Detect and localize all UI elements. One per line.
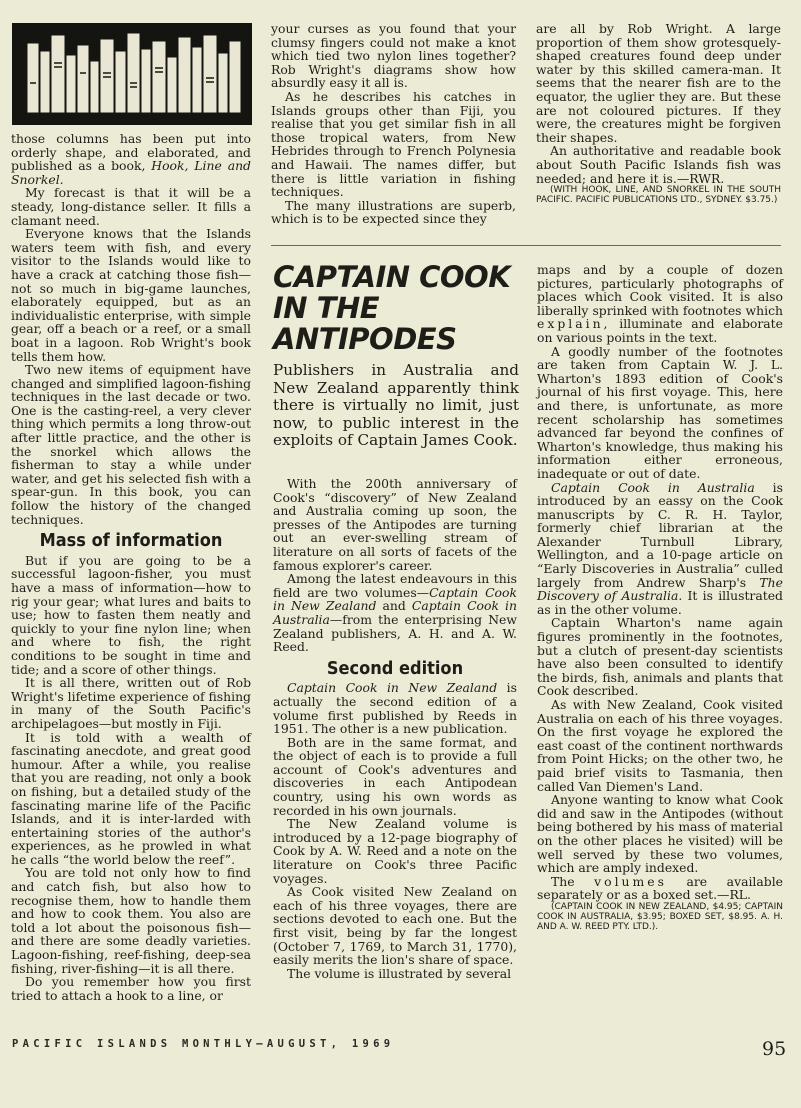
headline-line: IN THE	[273, 291, 380, 325]
article-headline	[273, 262, 523, 355]
paragraph: A goodly number of the footnotes are taken from Captain W. J. L. Wharton's 1893 edition of Cook's journal of his first voyage. This, here and there, is unfortunate, as more recent scholarship has sometimes advanced far beyond the confines of Wharton's knowledge, thus making his information either erroneous, inadequate or out of date.	[537, 343, 783, 481]
book-title: Captain Cook in Australia	[551, 479, 755, 495]
headline-line: ANTIPODES	[273, 322, 457, 356]
review-column-2	[271, 22, 516, 226]
article-column-2	[537, 263, 783, 932]
paragraph: With the 200th anniversary of Cook's “discovery” of New Zealand and Australia coming up soon, the presses of the Antipodes are turning out an ever-swelling stream of literature on all sorts of facets of the famous explorer's career.	[273, 476, 517, 573]
paragraph: You are told not only how to find and catch fish, but also how to recognise them, how to handle them and how to cook them. You also are told a lot about the poisonous fish—and there are some deadly varieties. Lagoon-fishing, reef-fishing, deep-sea fishing, river-fishing—it is all there.	[11, 865, 251, 976]
paragraph: The volume is illustrated by several	[287, 965, 512, 981]
paragraph: As with New Zealand, Cook visited Australia on each of his three voyages. On the first voyage he explored the east coast of the continent northwards from Point Hicks; on the other two, he paid brief visits to Tasmania, then called Van Diemen's Land.	[537, 697, 783, 794]
section-divider	[271, 245, 781, 246]
bookshelf-illustration	[12, 23, 252, 125]
subheading-mass-of-information: Mass of information	[39, 530, 223, 552]
paragraph: Two new items of equipment have changed and simplified lagoon-fishing techniques in the last decade or two. One is the casting-reel, a very clever thing which permits a long throw-out after little practice, and the other is the snorkel which allows the fisherman to stay a while under water, and get his selected fish with a spear-gun. In this book, you can follow the history of the changed techniques.	[11, 362, 251, 527]
paragraph: The New Zealand volume is introduced by a 12-page biography of Cook by A. W. Reed and a note on the literature on Cook's three Pacific voyages.	[273, 816, 517, 886]
book-title: The Discovery of Australia.	[537, 574, 783, 604]
paragraph: Among the latest endeavours in this field are two volumes—Captain Cook in New Zealand and Captain Cook in Australia—from the enterprising New Zealand publishers, A. H. and A. W. Reed.	[273, 571, 517, 655]
article-column-1	[273, 477, 517, 980]
book-title: Hook, Line and Snorkel.	[11, 158, 251, 187]
paragraph: Anyone wanting to know what Cook did and saw in the Antipodes (without being bothered by his mass of material on the other places he visited) will be well served by these two volumes, which are amply indexed.	[537, 792, 783, 876]
paragraph: Everyone knows that the Islands waters teem with fish, and every visitor to the Islands would like to have a crack at catching those fish—not so much in big-game launches, elaborately equipped, but as an individualistic enterprise, with simple gear, off a beach or a reef, or a small boat in a lagoon. Rob Wright's book tells them how.	[11, 226, 251, 364]
paragraph: Captain Wharton's name again figures prominently in the footnotes, but a clutch of present-day scientists have also been consulted to identify the birds, fish, animals and plants that Cook described.	[537, 615, 783, 699]
paragraph: It is all there, written out of Rob Wright's lifetime experience of fishing in many of the South Pacific's archipelagoes—but mostly in Fiji.	[11, 675, 251, 731]
paragraph: It is told with a wealth of fascinating anecdote, and great good humour. After a while, you realise that you are reading, not only a book on fishing, but a detailed study of the fascinating marine life of the Pacific Islands, and it is inter-larded with entertaining stories of the author's experiences, as he prowled in what he calls “the world below the reef”.	[11, 729, 251, 867]
page-footer: PACIFIC ISLANDS MONTHLY—AUGUST, 1969	[12, 1038, 395, 1050]
paragraph: As Cook visited New Zealand on each of his three voyages, there are sections devoted to each one. But the first visit, being by far the longest (October 7, 1769, to March 31, 1770), easily merits the lion's share of space.	[273, 884, 517, 968]
review-column-3	[536, 22, 781, 205]
paragraph: But if you are going to be a successful lagoon-fisher, you must have a mass of information—how to rig your gear; what lures and baits to use; how to fasten them neatly and quickly to your fine nylon line; when and where to fish, the right conditions to be sought in time and tide; and a score of other things.	[11, 552, 251, 677]
paragraph: are all by Rob Wright. A large proportion of them show grotesquely-shaped creatures found deep under water by this skilled camera-man. It seems that the nearer fish are to the equator, the uglier they are. But these are not coloured pictures. If they were, the creatures might be forgiven their shapes.	[536, 21, 781, 145]
book-credit: (CAPTAIN COOK IN NEW ZEALAND, $4.95; CAPTAIN COOK IN AUSTRALIA, $3.95; BOXED SET, $8.95. A. H. AND A. W. REED PTY. LTD.).	[537, 901, 783, 932]
book-title: Captain Cook in New Zealand	[273, 584, 517, 614]
subheading-second-edition: Second edition	[326, 657, 464, 679]
headline-line: CAPTAIN COOK	[273, 260, 511, 294]
paragraph: Captain Cook in New Zealand is actually the second edition of a volume first published by Reeds in 1951. The other is a new publication.	[273, 680, 517, 737]
book-title: Captain Cook in Australia	[273, 598, 517, 627]
paragraph: As he describes his catches in Islands groups other than Fiji, you realise that you get similar fish in all those tropical waters, from New Hebrides through to French Polynesia and Hawaii. The names differ, but there is little variation in fishing techniques.	[271, 88, 516, 200]
paragraph: your curses as you found that your clumsy fingers could not make a knot which tied two nylon lines together? Rob Wright's diagrams show how absurdly easy it all is.	[271, 21, 516, 91]
paragraph: Do you remember how you first tried to attach a hook to a line, or	[11, 974, 251, 1003]
paragraph: Captain Cook in Australia is introduced by an eassy on the Cook manuscripts by C. R. H. Taylor, formerly chief librarian at the Alexander Turnbull Library, Wellington, and a 10-page article on “Early Discoveries in Australia” culled largely from Andrew Sharp's The Discovery of Australia. It is illustrated as in the other volume.	[537, 479, 783, 617]
page-number: 95	[762, 1038, 787, 1060]
review-column-1	[11, 132, 251, 1002]
paragraph: The many illustrations are superb, which is to be expected since they	[271, 197, 516, 227]
book-title: Captain Cook in New Zealand	[287, 680, 498, 696]
paragraph: Both are in the same format, and the object of each is to provide a full account of Cook's adventures and discoveries in each Antipodean country, using his own words as recorded in his own journals.	[273, 734, 517, 818]
book-credit: (WITH HOOK, LINE, AND SNORKEL IN THE SOUTH PACIFIC. PACIFIC PUBLICATIONS LTD., SYDNEY. $3.75.)	[536, 185, 781, 206]
column-logo	[12, 23, 252, 125]
paragraph: My forecast is that it will be a steady, long-distance seller. It fills a clamant need.	[11, 185, 251, 228]
paragraph: maps and by a couple of dozen pictures, particularly photographs of places which Cook visited. It is also liberally sprinked with footnotes which explain, illuminate and elaborate on various points in the text.	[537, 262, 783, 345]
paragraph: those columns has been put into orderly shape, and elaborated, and published as a book, Hook, Line and Snorkel.	[11, 131, 251, 187]
paragraph: An authoritative and readable book about South Pacific Islands fish was needed; and here it is.—RWR.	[536, 143, 781, 186]
paragraph: The volumes are available separately or as a boxed set.—RL.	[537, 873, 783, 903]
article-intro: Publishers in Australia and New Zealand apparently think there is virtually no limit, just now, to public interest in the exploits of Captain James Cook.	[273, 361, 519, 449]
